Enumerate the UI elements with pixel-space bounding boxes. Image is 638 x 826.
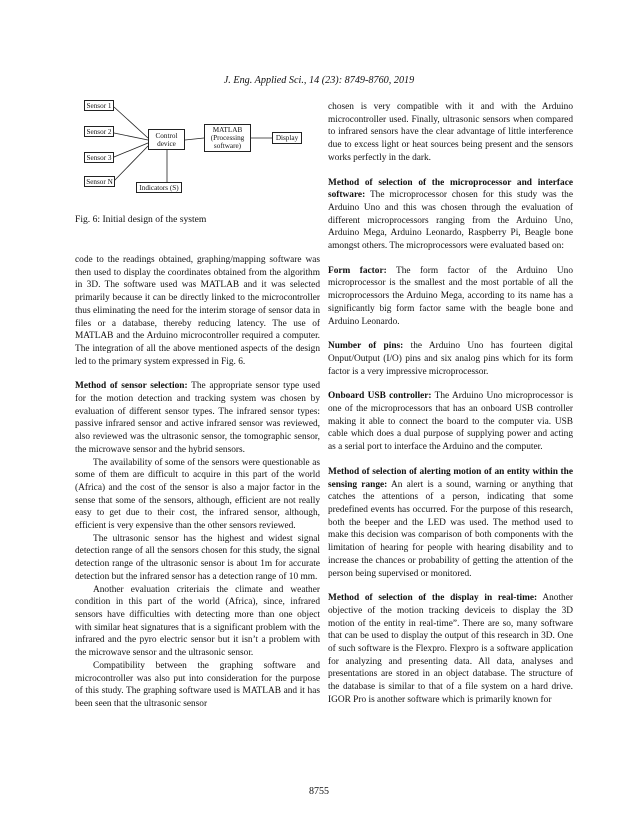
paragraph: Method of sensor selection: The appropriate sensor type used for the motion detection and tracking system was chosen by evaluation of different sensor types. The infrared sensor types: passive infrared sensor and active infrared sensor was reviewed, also reviewed was the ultrasonic sensor, the tomographic sensor, the microwave sensor and the hybrid sensors. xyxy=(75,381,321,455)
indicators-box: Indicators (S) xyxy=(136,182,182,193)
section-heading: Number of pins: xyxy=(328,341,404,352)
sensor-n-box: Sensor N xyxy=(84,176,115,187)
section-heading: Form factor: xyxy=(328,265,387,276)
sensor-3-box: Sensor 3 xyxy=(84,152,114,163)
figure-caption: Fig. 6: Initial design of the system xyxy=(75,214,207,225)
paragraph: The availability of some of the sensors were questionable as some of them are difficult to acquire in this part of the world (Africa) and the cost of the sensor is also a major factor in the sense that some of the sensors, although, efficient are not really easy to get due to their cost, the infrared sensor, although, efficient is very expensive than the other sensors reviewed. xyxy=(75,457,320,532)
sensor-2-box: Sensor 2 xyxy=(84,126,114,137)
paragraph: Compatibility between the graphing software and microcontroller was also put into consideration for the purpose of this study. The graphing software used is MATLAB and it has been seen that the ultrasonic sensor xyxy=(75,660,320,709)
paragraph: Another evaluation criteriais the climate and weather condition in this part of the world (Africa), since, infrared sensors have difficulties with detecting more than one object with similar heat signatures that is a significant problem with the infrared and the pyro electric sensor but it isn’t a problem with the microwave sensor and the ultrasonic sensor. xyxy=(75,584,320,659)
display-box: Display xyxy=(272,132,302,144)
paragraph: The ultrasonic sensor has the highest and widest signal detection range of all the sensors chosen for this study, the signal detection range of the ultrasonic sensor is about 1m for accurate detection but the infrared sensor has a detection range of 10 mm. xyxy=(75,533,320,582)
page-number: 8755 xyxy=(309,786,329,797)
section-heading: Method of sensor selection: xyxy=(75,381,188,392)
paragraph: Number of pins: the Arduino Uno has fourteen digital Onput/Output (I/O) pins and six analog pins which for its form factor is a very impressive microprocessor. xyxy=(328,341,573,377)
section-heading: Method of selection of alerting motion of an entity within the sensing range: xyxy=(328,466,573,490)
control-device-box: Control device xyxy=(148,129,185,150)
section-heading: Method of selection of the microprocessor and interface software: xyxy=(328,177,573,201)
figure-6-diagram xyxy=(80,100,310,200)
sensor-1-box: Sensor 1 xyxy=(84,100,114,111)
paragraph: Method of selection of the display in real-time: Another objective of the motion tracking deviceis to display the 3D motion of the entity in real-time”. There are so, many software that can be used to display the output of this research in 3D. One of such software is the Flexpro. Flexpro is a software application for analyzing and presenting data. All data, analyses and presentations are stored in an object database. The structure of the database is similar to that of a file system on a hard drive. IGOR Pro is another software which is primarily known for xyxy=(328,593,573,705)
paragraph: Method of selection of alerting motion of an entity within the sensing range: An alert is a sound, warning or anything that catches the attentions of a person, indicating that some predefined events has occurred. For the purpose of this research, both the beeper and the LED was used. The method used to make this decision was comparison of both components with the limitation of hearing for people with hearing disability and to increase the chances or probability of getting the attention of the person being supervised or monitored. xyxy=(328,466,573,579)
running-header: J. Eng. Applied Sci., 14 (23): 8749-8760, 2019 xyxy=(223,75,415,86)
paragraph: Form factor: The form factor of the Arduino Uno microprocessor is the smallest and the most portable of all the microprocessors the Arduino Mega, according to its name has a significantly big form factor same with the beagle bone and Arduino Leonardo. xyxy=(328,265,573,327)
right-column xyxy=(328,101,573,707)
paragraph: Method of selection of the microprocessor and interface software: The microprocessor chosen for this study was the Arduino Uno and this was chosen through the evaluation of different microprocessors ranging from the Arduino Uno, Arduino Mega, Arduino Leonardo, Raspberry Pi, Beagle bone amongst others. The microprocessors were evaluated based on: xyxy=(328,177,573,252)
section-heading: Method of selection of the display in real-time: xyxy=(328,593,538,604)
matlab-box: MATLAB (Processing software) xyxy=(204,124,251,152)
left-column xyxy=(75,254,320,711)
paragraph: code to the readings obtained, graphing/mapping software was then used to display the coordinates obtained from the algorithm in 3D. The software used was MATLAB and it was selected primarily because it can be directly linked to the microcontroller thus eliminating the need for the interim storage of sensor data in files or a database, thereby reducing latency. The use of MATLAB and the Arduino microcontroller required a computer. The integration of all the above mentioned aspects of the design led to the primary system expressed in Fig. 6. xyxy=(75,255,320,367)
paragraph: chosen is very compatible with it and with the Arduino microcontroller used. Finally, ultrasonic sensors when compared to infrared sensors have the clear advantage of little interference due to excess light or heat sources being present and the sensors works perfectly in the dark. xyxy=(328,102,573,163)
paragraph: Onboard USB controller: The Arduino Uno microprocessor is one of the microprocessors that has an onboard USB controller making it able to connect the board to the computer via. USB cable which does a dual purpose of supplying power and acting as a serial port to interface the Arduino and the computer. xyxy=(328,391,573,453)
section-heading: Onboard USB controller: xyxy=(328,391,432,402)
